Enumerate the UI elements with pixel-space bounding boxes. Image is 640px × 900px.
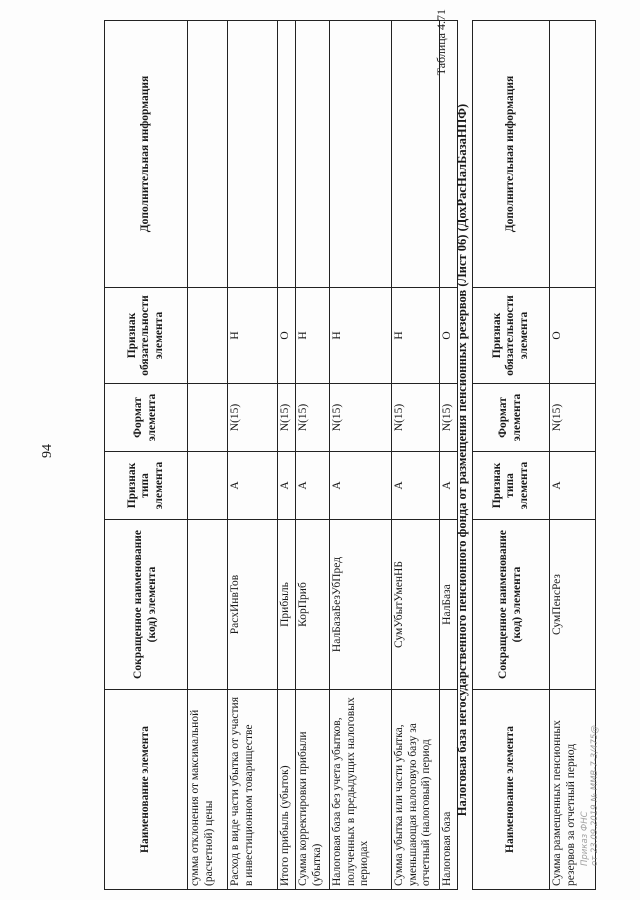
stamp-line: от 23.09.2019 № ММВ-7-3/475@ [590,725,601,866]
cell-format: N(15) [550,384,596,452]
cell-required: Н [228,288,278,384]
page-number: 94 [40,444,55,458]
cell-name: Сумма убытка или части убытка, уменьшающая налоговую базу за отчетный (налоговый) период [392,690,440,890]
registration-stamp [580,725,600,866]
table-row [188,21,228,890]
cell-name: Сумма размещенных пенсионных резервов за отчетный период [550,690,596,890]
table-title: Налоговая база негосударственного пенсионного фонда от размещения пенсионных резервов (Лист 06) (ДохРасНалБазаНПФ) [455,103,469,817]
cell-name: Налоговая база без учета убытков, полученных в предыдущих налоговых периодах [330,690,392,890]
cell-type: А [440,452,458,520]
col-header-info: Дополнительная информация [105,21,188,288]
col-header-type: Признак типа элемента [105,452,188,520]
cell-type: А [296,452,330,520]
cell-info [278,21,296,288]
table-header-row [105,21,188,890]
col-header-format: Формат элемента [105,384,188,452]
col-header-info: Дополнительная информация [473,21,550,288]
table-number-label: Таблица 4.71 [434,9,448,76]
cell-name: Сумма корректировки прибыли (убытка) [296,690,330,890]
table-row [392,21,440,890]
cell-code: НалБазаБезУбПред [330,520,392,690]
cell-type [188,452,228,520]
col-header-code: Сокращенное наименование (код) элемента [473,520,550,690]
cell-info [188,21,228,288]
cell-name: Расход в виде части убытка от участия в инвестиционном товариществе [228,690,278,890]
elements-table-continued [104,20,458,890]
cell-info [392,21,440,288]
cell-format: N(15) [440,384,458,452]
cell-required: Н [330,288,392,384]
cell-format: N(15) [228,384,278,452]
cell-type: А [278,452,296,520]
col-header-name: Наименование элемента [473,690,550,890]
cell-code: СумУбытУменНБ [392,520,440,690]
col-header-required: Признак обязательности элемента [105,288,188,384]
cell-type: А [392,452,440,520]
cell-name: Налоговая база [440,690,458,890]
cell-required: О [278,288,296,384]
table-row [278,21,296,890]
table-row [228,21,278,890]
cell-required: Н [296,288,330,384]
col-header-required: Признак обязательности элемента [473,288,550,384]
cell-required: Н [392,288,440,384]
cell-code: Прибыль [278,520,296,690]
cell-info [550,21,596,288]
col-header-name: Наименование элемента [105,690,188,890]
cell-type: А [330,452,392,520]
cell-info [228,21,278,288]
cell-format: N(15) [296,384,330,452]
table-row [330,21,392,890]
cell-code: НалБаза [440,520,458,690]
pension-reserves-table [472,20,596,890]
cell-code [188,520,228,690]
cell-format: N(15) [278,384,296,452]
cell-info [296,21,330,288]
cell-required [188,288,228,384]
cell-info [330,21,392,288]
cell-format [188,384,228,452]
cell-code: СумПенсРез [550,520,596,690]
table-header-row [473,21,550,890]
cell-required: О [550,288,596,384]
cell-format: N(15) [330,384,392,452]
cell-format: N(15) [392,384,440,452]
col-header-format: Формат элемента [473,384,550,452]
cell-name: сумма отклонения от максимальной (расчетной) цены [188,690,228,890]
stamp-line: Приказ ФНС [580,811,590,866]
cell-type: А [550,452,596,520]
table-row [296,21,330,890]
col-header-code: Сокращенное наименование (код) элемента [105,520,188,690]
cell-required: О [440,288,458,384]
cell-code: РасхИнвТов [228,520,278,690]
cell-type: А [228,452,278,520]
cell-code: КорПриб [296,520,330,690]
cell-name: Итого прибыль (убыток) [278,690,296,890]
col-header-type: Признак типа элемента [473,452,550,520]
